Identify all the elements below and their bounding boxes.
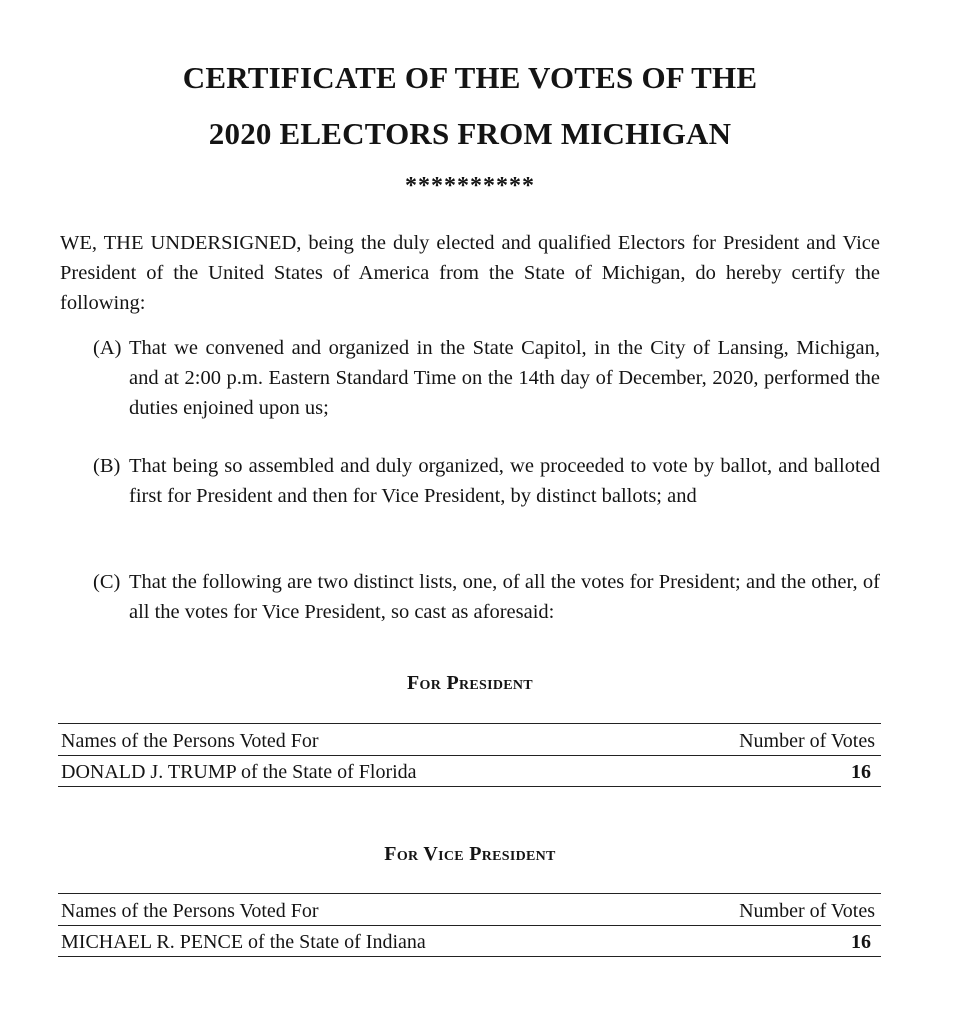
clause-b-text: That being so assembled and duly organized, we proceeded to vote by ballot, and balloted first for President and then for Vice President, by distinct ballots; and <box>129 455 880 507</box>
clause-a-marker: (A) <box>93 337 122 359</box>
vice-president-votes-table <box>58 893 881 957</box>
clause-c <box>93 567 880 627</box>
clause-b-marker: (B) <box>93 455 121 477</box>
asterisk-separator: ********** <box>405 173 535 199</box>
certificate-title-line-1: CERTIFICATE OF THE VOTES OF THE <box>182 60 758 95</box>
clause-c-marker: (C) <box>93 571 121 593</box>
for-president-heading: For President <box>407 672 533 694</box>
table-header-row <box>58 724 881 756</box>
votes-column-header: Number of Votes <box>649 894 881 926</box>
clause-a-text: That we convened and organized in the State Capitol, in the City of Lansing, Michigan, and at 2:00 p.m. Eastern Standard Time on the 14th day of December, 2020, performed the duties enjoined upon us; <box>129 337 880 419</box>
clause-c-text: That the following are two distinct lists, one, of all the votes for President; and the other, of all the votes for Vice President, so cast as aforesaid: <box>129 571 880 623</box>
vote-count: 16 <box>645 756 881 787</box>
names-column-header: Names of the Persons Voted For <box>58 894 649 926</box>
table-row <box>58 926 881 957</box>
president-votes-table <box>58 723 881 787</box>
votes-column-header: Number of Votes <box>645 724 881 756</box>
vote-count: 16 <box>649 926 881 957</box>
table-row <box>58 756 881 787</box>
names-column-header: Names of the Persons Voted For <box>58 724 645 756</box>
certificate-title-line-2: 2020 ELECTORS FROM MICHIGAN <box>208 116 732 151</box>
intro-paragraph: WE, THE UNDERSIGNED, being the duly elected and qualified Electors for President and Vice President of the United States of America from the State of Michigan, do hereby certify the following: <box>60 232 880 314</box>
table-header-row <box>58 894 881 926</box>
candidate-name: MICHAEL R. PENCE of the State of Indiana <box>58 926 649 957</box>
clause-b <box>93 451 880 511</box>
candidate-name: DONALD J. TRUMP of the State of Florida <box>58 756 645 787</box>
clause-a <box>93 333 880 423</box>
for-vice-president-heading: For Vice President <box>384 843 556 865</box>
